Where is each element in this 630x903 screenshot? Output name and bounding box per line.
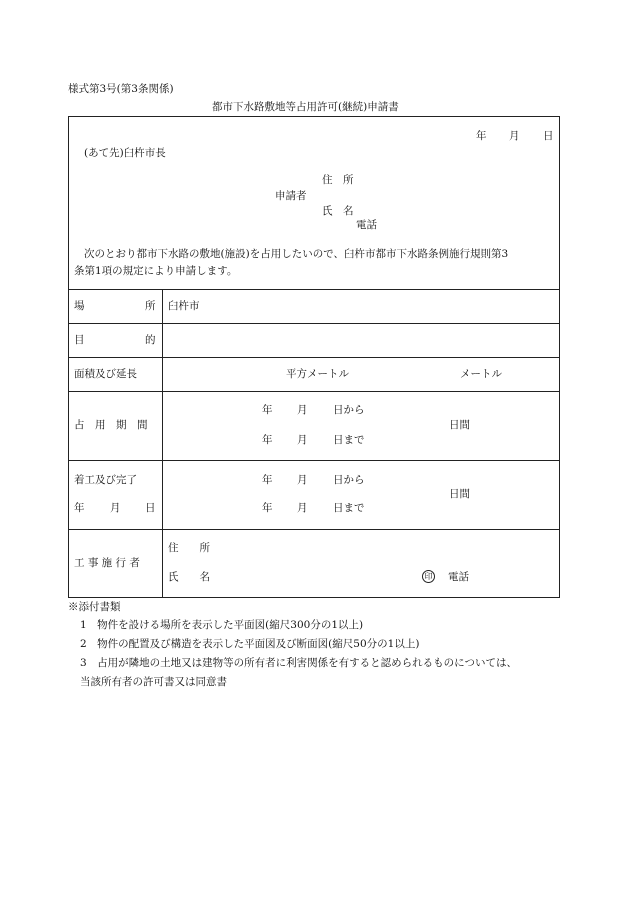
contractor-name-label: 氏 名 [168,571,210,583]
construction-from-day: 日から [333,474,365,486]
construction-label: 着工及び完了 [74,474,137,486]
construction-label-year: 年 [74,502,85,514]
place-label-b: 所 [145,300,156,312]
body-text-line1: 次のとおり都市下水路の敷地(施設)を占用したいので、臼杵市都市下水路条例施行規則第3 [84,248,509,260]
applicant-address-label: 住 所 [322,174,354,186]
date-day: 日 [543,130,554,142]
construction-to-day: 日まで [333,502,365,514]
period-from-day: 日から [333,404,365,416]
row-divider [68,357,560,358]
construction-label-day: 日 [145,502,156,514]
attachment-item: 2 物件の配置及び構造を表示した平面図及び断面図(縮尺50分の1以上) [80,638,420,650]
applicant-label: 申請者 [275,190,307,202]
place-label-a: 場 [74,300,85,312]
addressee: (あて先)臼杵市長 [84,147,166,159]
row-divider [68,460,560,461]
construction-from-year: 年 [262,474,273,486]
row-divider [68,529,560,530]
construction-to-year: 年 [262,502,273,514]
row-divider [68,289,560,290]
applicant-name-label: 氏 名 [322,205,354,217]
construction-from-month: 月 [297,474,308,486]
attachment-item: 1 物件を設ける場所を表示した平面図(縮尺300分の1以上) [80,619,364,631]
contractor-phone-label: 電話 [448,571,469,583]
attachments-heading: ※添付書類 [68,601,121,613]
length-unit-m: メートル [460,368,502,380]
column-divider [162,289,163,598]
date-year: 年 [476,130,487,142]
period-to-year: 年 [262,434,273,446]
date-month: 月 [509,130,520,142]
period-from-year: 年 [262,404,273,416]
attachment-item: 3 占用が隣地の土地又は建物等の所有者に利害関係を有すると認められるものについては、 [80,657,517,669]
document-title: 都市下水路敷地等占用許可(継続)申請書 [212,101,399,113]
form-number: 様式第3号(第3条関係) [68,83,174,95]
period-days: 日間 [449,419,470,431]
contractor-label: 工 事 施 行 者 [74,557,140,569]
body-text-line2: 条第1項の規定により申請します。 [74,265,238,277]
purpose-label-b: 的 [145,334,156,346]
place-value: 臼杵市 [168,300,200,312]
construction-to-month: 月 [297,502,308,514]
area-unit-sqm: 平方メートル [286,368,349,380]
period-label: 占 用 期 間 [74,419,148,431]
construction-label-month: 月 [110,502,121,514]
period-to-month: 月 [297,434,308,446]
contractor-address-label: 住 所 [168,542,210,554]
row-divider [68,323,560,324]
seal-icon: 印 [422,570,435,583]
row-divider [68,391,560,392]
purpose-label-a: 目 [74,334,85,346]
area-label: 面積及び延長 [74,368,137,380]
construction-days: 日間 [449,488,470,500]
attachment-item-continued: 当該所有者の許可書又は同意書 [80,676,227,688]
period-to-day: 日まで [333,434,365,446]
period-from-month: 月 [297,404,308,416]
applicant-phone-label: 電話 [356,219,377,231]
